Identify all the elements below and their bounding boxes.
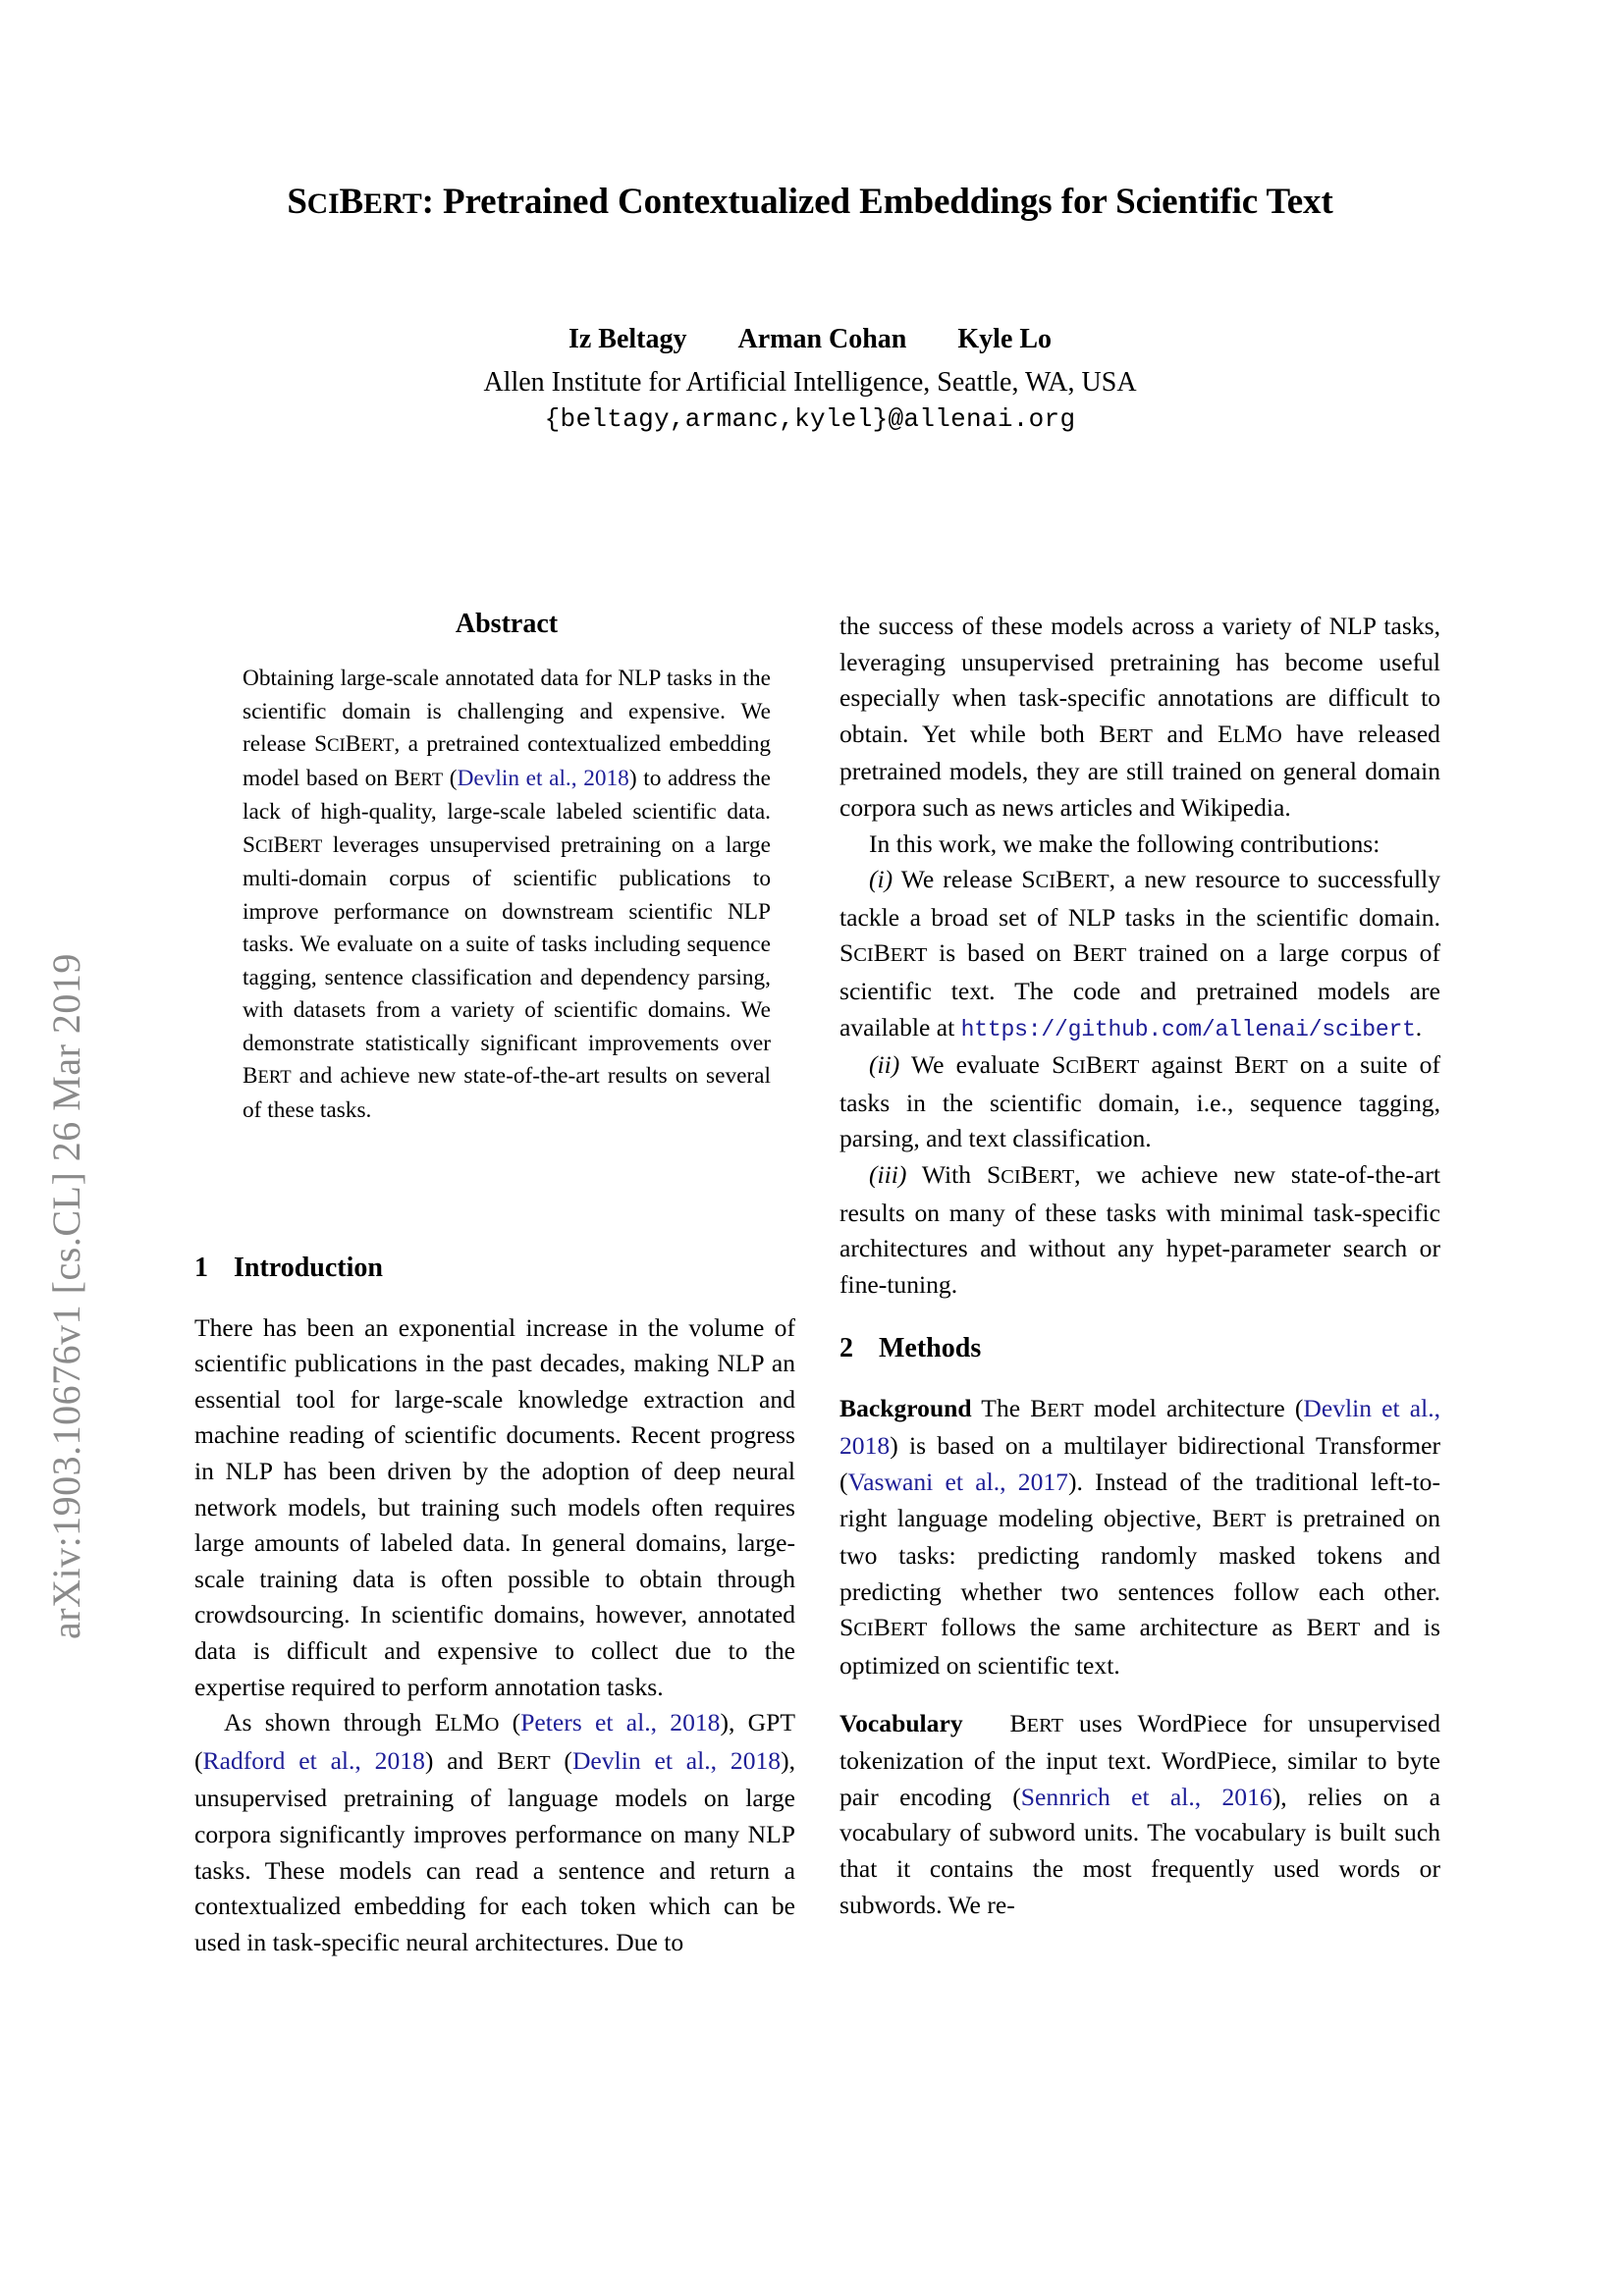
citation-devlin-2018[interactable]: Devlin et al., 2018	[839, 1393, 1440, 1461]
intro-p2-text-2: (	[499, 1708, 521, 1737]
acronym-bert: BERT	[1009, 1708, 1064, 1737]
spacer	[839, 1365, 1440, 1391]
title-acronym-scibert	[287, 182, 421, 222]
intro-p2-text-1: As shown through	[224, 1708, 435, 1737]
intro-p3-text-2: and	[1152, 719, 1217, 748]
abstract-text-1: Obtaining large-scale annotated data for NLP tasks in the scientific domain is challenging and expensive. We release	[243, 666, 771, 757]
section-number: 2	[839, 1333, 853, 1364]
contribution-item-3	[839, 1157, 1440, 1303]
background-label: Background	[839, 1393, 972, 1422]
citation-devlin-2018[interactable]: Devlin et al., 2018	[457, 765, 629, 791]
acronym-bert: BERT	[1306, 1613, 1361, 1642]
section-number: 1	[194, 1253, 208, 1283]
c2-text-1: We evaluate	[899, 1050, 1053, 1080]
spacer	[194, 1285, 795, 1310]
abstract-text-4: ) to address the lack of high-quality, large-scale labeled scientific data.	[243, 765, 772, 825]
c2-text-3: on a suite of tasks in the scientific domain, i.e., sequence tagging, parsing, and text classification.	[839, 1050, 1440, 1153]
spacer	[839, 1303, 1440, 1332]
vc-text-1: uses WordPiece for unsupervised tokenization of the input text. WordPiece, similar to byte pair encoding (	[839, 1708, 1441, 1811]
acronym-bert: BERT	[394, 765, 444, 791]
section-heading-introduction	[194, 1252, 795, 1285]
author-list	[157, 322, 1463, 357]
author-3: Kyle Lo	[957, 324, 1053, 354]
vocabulary-label: Vocabulary	[839, 1708, 963, 1737]
intro-paragraph-3	[839, 609, 1440, 827]
acronym-scibert: SCIBERT	[1021, 865, 1109, 894]
title-acronym-b: B	[339, 182, 364, 222]
title-acronym-s: S	[287, 182, 307, 222]
acronym-scibert: SCIBERT	[986, 1159, 1075, 1189]
contribution-marker-i: (i)	[869, 865, 893, 894]
page-title	[157, 180, 1463, 225]
intro-p2-text-6: ), unsupervised pretraining of language models on large corpora significantly improves performance on many NLP tasks. These models can read a sentence and return a contextualized embedding for each token which can be used in task-specific neural architectures. Due to	[194, 1745, 796, 1956]
title-acronym-ert: ERT	[363, 188, 422, 220]
abstract-text-3: (	[443, 765, 458, 791]
abstract-paragraph	[243, 663, 771, 1127]
abstract-heading: Abstract	[455, 609, 559, 639]
vc-space	[963, 1709, 979, 1737]
abstract-text-2: , a pretrained contextualized embedding model based on	[243, 731, 772, 791]
intro-p3-text-3: have released pretrained models, they are still trained on general domain corpora such as news articles and Wikipedia.	[839, 719, 1440, 822]
intro-p3-text-1: the success of these models across a variety of NLP tasks, leveraging unsupervised pretraining has become useful especially when task-specific annotations are difficult to obtain. Yet while both	[839, 612, 1440, 748]
c1-text-5: .	[1415, 1012, 1423, 1041]
citation-vaswani-2017[interactable]: Vaswani et al., 2017	[847, 1468, 1068, 1497]
acronym-bert: BERT	[497, 1745, 551, 1775]
bg-text-7: and is optimized on scientific text.	[839, 1613, 1440, 1681]
author-1: Iz Beltagy	[568, 324, 687, 354]
citation-radford-2018[interactable]: Radford et al., 2018	[202, 1745, 425, 1775]
methods-vocabulary-paragraph	[839, 1706, 1440, 1924]
arxiv-identifier-stamp: arXiv:1903.10676v1 [cs.CL] 26 Mar 2019	[44, 953, 88, 1639]
contribution-marker-iii: (iii)	[869, 1159, 907, 1189]
section-heading-methods	[839, 1332, 1440, 1365]
citation-devlin-2018[interactable]: Devlin et al., 2018	[571, 1745, 782, 1775]
c1-text-4: trained on a large corpus of scientific text. The code and pretrained models are available at	[839, 938, 1440, 1041]
acronym-elmo: ELMO	[1217, 719, 1282, 748]
acronym-scibert: SCIBERT	[243, 831, 323, 858]
intro-p2-text-5: (	[550, 1745, 572, 1775]
bg-text-1: The	[971, 1393, 1031, 1422]
abstract-text-6: and achieve new state-of-the-art results on several of these tasks.	[243, 1063, 771, 1123]
title-rest: : Pretrained Contextualized Embeddings for Scientific Text	[421, 182, 1333, 222]
bg-text-4: ). Instead of the traditional left-to-right language modeling objective,	[839, 1468, 1440, 1532]
contribution-item-1	[839, 862, 1440, 1047]
acronym-bert: BERT	[1099, 719, 1153, 748]
intro-paragraph-1: There has been an exponential increase in the volume of scientific publications in the past decades, making NLP an essential tool for large-scale knowledge extraction and machine reading of scientific documents. Recent progress in NLP has been driven by the adoption of deep neural network models, but training such models often requires large amounts of labeled data. In general domains, large-scale training data is often possible to obtain through crowdsourcing. In scientific domains, however, annotated data is difficult and expensive to collect due to the expertise required to perform annotation tasks.	[194, 1312, 795, 1701]
acronym-bert: BERT	[243, 1063, 292, 1089]
contribution-marker-ii: (ii)	[869, 1050, 900, 1080]
acronym-scibert: SCIBERT	[839, 1613, 928, 1642]
acronym-bert: BERT	[1234, 1050, 1288, 1080]
author-email: {beltagy,armanc,kylel}@allenai.org	[544, 404, 1076, 434]
acronym-bert: BERT	[1212, 1503, 1267, 1532]
abstract-body	[243, 663, 771, 1127]
section-title: Introduction	[234, 1253, 383, 1283]
vc-text-2: ), relies on a vocabulary of subword units. The vocabulary is built such that it contains the most frequently used words or subwords. We re-	[839, 1782, 1440, 1919]
bg-text-2: model architecture (	[1083, 1393, 1304, 1422]
c3-text-1: With	[906, 1159, 987, 1189]
author-2: Arman Cohan	[737, 324, 907, 354]
citation-sennrich-2016[interactable]: Sennrich et al., 2016	[1020, 1782, 1272, 1811]
left-column	[194, 1252, 795, 1960]
title-acronym-ci: CI	[306, 188, 340, 220]
right-column	[839, 609, 1440, 1923]
contribution-item-2	[839, 1047, 1440, 1157]
c2-text-2: against	[1139, 1050, 1235, 1080]
spacer	[839, 1684, 1440, 1706]
abstract-text-5: leverages unsupervised pretraining on a large multi-domain corpus of scientific publications to improve performance on downstream scientific NLP tasks. We evaluate on a suite of tasks including sequence tagging, sentence classification and dependency parsing, with datasets from a variety of scientific domains. We demonstrate statistically significant improvements over	[243, 831, 771, 1056]
c1-text-1: We release	[893, 865, 1022, 894]
bg-text-6: follows the same architecture as	[927, 1613, 1307, 1642]
section-title: Methods	[879, 1333, 982, 1364]
citation-peters-2018[interactable]: Peters et al., 2018	[520, 1708, 721, 1737]
github-repository-link[interactable]: https://github.com/allenai/scibert	[960, 1016, 1416, 1042]
acronym-scibert: SCIBERT	[839, 938, 928, 968]
bg-text-3: ) is based on a multilayer bidirectional Transformer (	[839, 1431, 1440, 1497]
intro-paragraph-2	[194, 1705, 795, 1960]
c1-text-2: , a new resource to successfully tackle a broad set of NLP tasks in the scientific domain.	[839, 865, 1440, 932]
acronym-scibert: SCIBERT	[1052, 1050, 1140, 1080]
intro-p2-text-3: ), GPT (	[194, 1708, 796, 1775]
acronym-elmo: ELMO	[434, 1708, 500, 1737]
intro-p2-text-4: ) and	[424, 1745, 498, 1775]
c3-text-2: , we achieve new state-of-the-art results on many of these tasks with minimal task-specific architectures and without any hypet-parameter search or fine-tuning.	[839, 1159, 1440, 1299]
acronym-scibert: SCIBERT	[314, 731, 395, 757]
c1-text-3: is based on	[927, 938, 1073, 968]
bg-text-5: is pretrained on two tasks: predicting randomly masked tokens and predicting whether two sentences follow each other.	[839, 1503, 1441, 1606]
author-affiliation: Allen Institute for Artificial Intelligence, Seattle, WA, USA	[483, 367, 1137, 398]
methods-background-paragraph	[839, 1391, 1440, 1684]
intro-paragraph-4: In this work, we make the following contributions:	[869, 828, 1380, 858]
acronym-bert: BERT	[1030, 1393, 1084, 1422]
acronym-bert: BERT	[1072, 938, 1127, 968]
